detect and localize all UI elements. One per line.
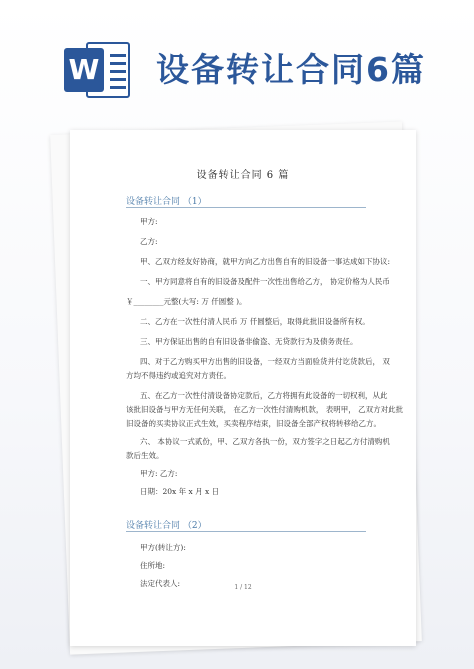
signature-line: 甲方: 乙方: — [140, 469, 178, 478]
paragraph-line: 三、甲方保证出售的自有旧设备非偷盗、无贷款行为及债务责任。 — [140, 337, 358, 346]
date-line: 日期：20x 年 x 月 x 日 — [140, 487, 220, 496]
paragraph-line: 四、对于乙方购买甲方出售的旧设备，一经双方当面验货并付讫货款后， 双 — [140, 357, 390, 366]
document-page — [70, 130, 416, 646]
paragraph-line: 甲方(转让方): — [140, 543, 186, 552]
paragraph-line: 方均不得违约或追究对方责任。 — [126, 371, 231, 380]
page-number: 1 / 12 — [234, 584, 252, 591]
paragraph-line: 甲、乙双方经友好协商，就甲方向乙方出售自有的旧设备一事达成如下协议: — [140, 257, 391, 266]
section-heading-1: 设备转让合同 （1） — [126, 197, 207, 207]
document-title: 设备转让合同 6 篇 — [196, 170, 290, 181]
section-divider-2 — [126, 531, 366, 532]
paragraph-line: 款后生效。 — [126, 451, 164, 460]
word-letter-badge: W — [64, 48, 104, 92]
banner — [0, 0, 474, 120]
word-document-icon — [64, 42, 130, 98]
paragraph-line: 住所地: — [140, 561, 166, 570]
paragraph-line: ￥________元整(大写: 万 仟圆整 )。 — [126, 297, 247, 306]
paragraph-line: 五、在乙方一次性付清设备协定款后，乙方将拥有此设备的一切权利，从此 — [140, 391, 388, 400]
paragraph-line: 该批旧设备与甲方无任何关联， 在乙方一次性付清购机款， 表明甲， 乙双方对此批 — [126, 405, 404, 414]
paragraph-line: 乙方: — [140, 237, 158, 246]
section-divider-1 — [126, 207, 366, 208]
paragraph-line: 一、甲方同意将自有的旧设备及配件一次性出售给乙方， 协定价格为人民币 — [140, 277, 390, 286]
paragraph-line: 二、乙方在一次性付清人民币 万 仟圆整后，取得此批旧设备所有权。 — [140, 317, 370, 326]
paragraph-line: 六、 本协议一式贰份，甲、乙双方各执一份，双方签字之日起乙方付清购机 — [140, 437, 390, 446]
banner-title: 设备转让合同6篇 — [156, 50, 426, 89]
paragraph-line: 法定代表人: — [140, 579, 181, 588]
paragraph-line: 甲方: — [140, 217, 158, 226]
section-heading-2: 设备转让合同 （2） — [126, 521, 207, 531]
paragraph-line: 旧设备的买卖协议正式生效，买卖程序结束，旧设备全部产权将转移给乙方。 — [126, 419, 381, 428]
